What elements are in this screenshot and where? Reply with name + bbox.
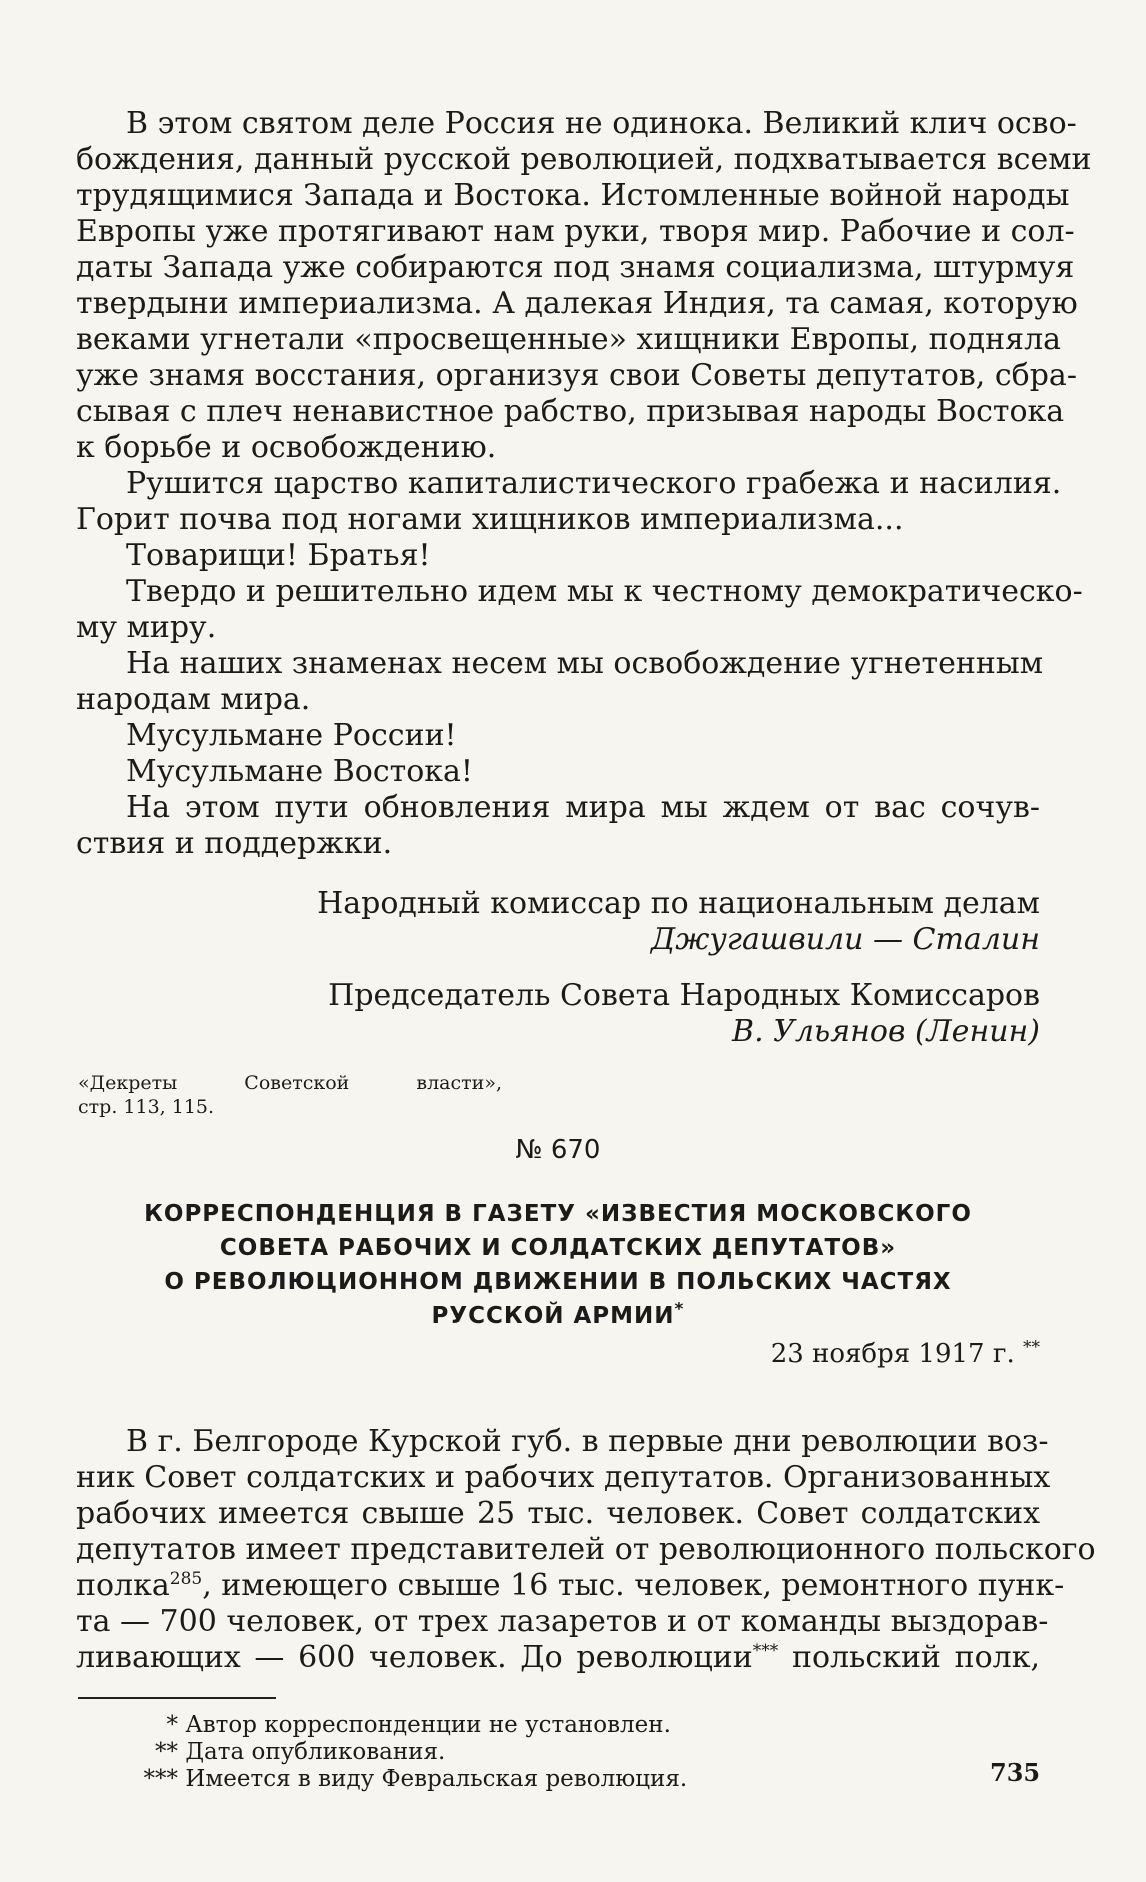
source-pages: стр. 113, 115. (78, 1096, 215, 1118)
paragraph-line: ствия и поддержки. (76, 826, 393, 861)
footnote-text: Дата опубликования. (185, 1739, 446, 1765)
paragraph-line: к борьбе и освобождению. (76, 430, 497, 465)
footnote-mark: * (166, 1712, 178, 1738)
paragraph-line: Европы уже протягивают нам руки, творя мир. Рабочие и сол- (76, 214, 1075, 249)
footnote-divider (78, 1697, 276, 1699)
line-text: польский полк, (778, 1640, 1040, 1675)
page-number: 735 (990, 1758, 1041, 1787)
heading-line (76, 1300, 1040, 1332)
paragraph-line: даты Запада уже собираются под знамя социализма, штурмуя (76, 250, 1075, 285)
line-text: полка (76, 1568, 170, 1603)
paragraph-line: Рушится царство капиталистического грабежа и насилия. (126, 466, 1062, 501)
footnote (126, 1739, 445, 1766)
paragraph-line: В г. Белгороде Курской губ. в первые дни революции воз- (126, 1424, 1049, 1459)
footnote-mark: ** (155, 1739, 178, 1765)
paragraph-line: народам мира. (76, 682, 311, 717)
commissar-name: Джугашвили — Сталин (650, 922, 1040, 957)
paragraph-line: Мусульмане Востока! (126, 754, 473, 789)
heading-line: КОРРЕСПОНДЕНЦИЯ В ГАЗЕТУ «ИЗВЕСТИЯ МОСКОВСКОГО (144, 1201, 972, 1227)
paragraph-line: На наших знаменах несем мы освобождение угнетенным (126, 646, 1044, 681)
paragraph-line: Товарищи! Братья! (126, 538, 431, 573)
paragraph-line: рабочих имеется свыше 25 тыс. человек. Совет солдатских (76, 1496, 1040, 1531)
commissar-title: Народный комиссар по национальным делам (317, 886, 1040, 921)
paragraph-line: сывая с плеч ненавистное рабство, призывая народы Востока (76, 394, 1065, 429)
heading-footnote-mark: * (674, 1299, 685, 1320)
paragraph-line: му миру. (76, 610, 217, 645)
line-text: ливающих — 600 человек. До революции (76, 1640, 753, 1675)
date-text: 23 ноября 1917 г. (770, 1339, 1015, 1369)
chairman-name: В. Ульянов (Ленин) (732, 1014, 1040, 1049)
paragraph-line: В этом святом деле Россия не одинока. Великий клич осво- (126, 106, 1077, 141)
paragraph-line: твердыни империализма. А далекая Индия, та самая, которую (76, 286, 1078, 321)
paragraph-line: уже знамя восстания, организуя свои Советы депутатов, сбра- (76, 358, 1077, 393)
paragraph-line (76, 1640, 1040, 1676)
footnote-mark: *** (143, 1766, 178, 1792)
publication-date (500, 1336, 1040, 1372)
heading-line: О РЕВОЛЮЦИОННОМ ДВИЖЕНИИ В ПОЛЬСКИХ ЧАСТЯХ (164, 1269, 952, 1295)
paragraph-line: депутатов имеет представителей от революционного польского (76, 1532, 1096, 1567)
footnote (100, 1766, 687, 1793)
chairman-title: Председатель Совета Народных Комиссаров (328, 978, 1040, 1013)
date-footnote-mark: ** (1023, 1337, 1040, 1358)
paragraph-line: Горит почва под ногами хищников империализма... (76, 502, 904, 537)
paragraph-line: бождения, данный русской революцией, подхватывается всеми (76, 142, 1092, 177)
footnote-text: Автор корреспонденции не установлен. (185, 1712, 671, 1738)
heading-line-text: РУССКОЙ АРМИИ (431, 1303, 675, 1329)
paragraph-line: веками угнетали «просвещенные» хищники Европы, подняла (76, 322, 1062, 357)
paragraph-line (76, 1568, 1065, 1604)
paragraph-line: трудящимися Запада и Востока. Истомленные войной народы (76, 178, 1070, 213)
line-text: , имеющего свыше 16 тыс. человек, ремонтного пунк- (202, 1568, 1065, 1603)
paragraph-line: На этом пути обновления мира мы ждем от вас сочув- (126, 790, 1040, 825)
footnote (150, 1712, 671, 1739)
heading-line: СОВЕТА РАБОЧИХ И СОЛДАТСКИХ ДЕПУТАТОВ» (219, 1235, 897, 1261)
endnote-ref: 285 (169, 1569, 203, 1589)
footnote-ref: *** (752, 1641, 779, 1661)
source-citation: «Декреты Советской власти», (78, 1072, 502, 1094)
paragraph-line: Мусульмане России! (126, 718, 457, 753)
paragraph-line: Твердо и решительно идем мы к честному демократическо- (126, 574, 1083, 609)
footnote-text: Имеется в виду Февральская революция. (185, 1766, 688, 1792)
document-number: № 670 (515, 1135, 601, 1165)
paragraph-line: та — 700 человек, от трех лазаретов и от команды выздорав- (76, 1604, 1049, 1639)
paragraph-line: ник Совет солдатских и рабочих депутатов. Организованных (76, 1460, 1051, 1495)
